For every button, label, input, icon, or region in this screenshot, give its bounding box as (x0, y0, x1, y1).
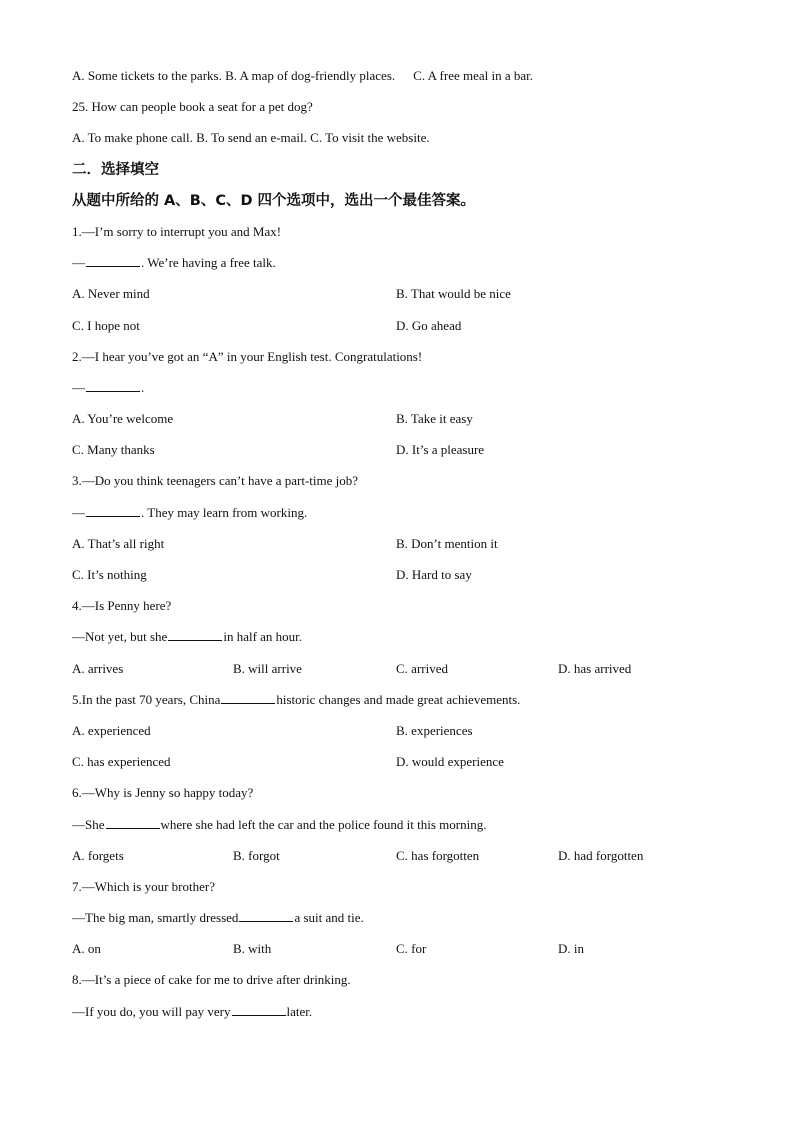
section-instruction: 从题中所给的 A、B、C、D 四个选项中，选出一个最佳答案。 (72, 192, 476, 209)
answer-blank (106, 817, 160, 829)
option-a: A. experienced (72, 722, 151, 738)
option-d: D. It’s a pleasure (396, 442, 485, 458)
option-c: C. has experienced (72, 754, 171, 770)
option-a: A. That’s all right (72, 535, 165, 551)
question-3-prompt: 3.—Do you think teenagers can’t have a part-time job? (72, 473, 359, 489)
question-2-options-row-2 (72, 440, 722, 471)
question-5-prompt: 5.In the past 70 years, China historic changes and made great achievements. (72, 691, 521, 707)
question-2-response: — . (72, 379, 145, 395)
question-8-prompt: 8.—It’s a piece of cake for me to drive after drinking. (72, 972, 351, 988)
option-c: C. I hope not (72, 317, 140, 333)
option-d: D. has arrived (558, 660, 632, 676)
question-6-prompt: 6.—Why is Jenny so happy today? (72, 785, 254, 801)
option-c: C. Many thanks (72, 442, 155, 458)
question-7-prompt: 7.—Which is your brother? (72, 878, 215, 894)
option-d: D. Hard to say (396, 567, 472, 582)
question-2-prompt: 2.—I hear you’ve got an “A” in your English test. Congratulations! (72, 348, 423, 364)
option: B. To send an e-mail. (196, 130, 307, 146)
option-c: C. for (396, 941, 427, 957)
option-c: C. It’s nothing (72, 567, 147, 582)
option-b: B. That would be nice (396, 286, 511, 302)
answer-blank (86, 505, 140, 517)
question-2-options-row-1 (72, 409, 722, 440)
option: B. A map of dog-friendly places. (225, 68, 396, 83)
option-b: B. experiences (396, 722, 473, 738)
question-4-response: —Not yet, but she in half an hour. (72, 629, 303, 645)
question-4-prompt: 4.—Is Penny here? (72, 598, 172, 614)
answer-blank (86, 255, 140, 267)
option-d: D. in (558, 941, 584, 957)
question-1-options-row-2 (72, 316, 722, 347)
question-7-response: —The big man, smartly dressed a suit and tie. (72, 910, 364, 926)
option-d: D. Go ahead (396, 317, 462, 333)
option-b: B. Don’t mention it (396, 535, 498, 551)
question-6-response: —She where she had left the car and the police found it this morning. (72, 816, 487, 832)
option-a: A. Never mind (72, 286, 150, 302)
answer-blank (232, 1004, 286, 1016)
question-1-response: — . We’re having a free talk. (72, 255, 276, 271)
exam-page (72, 66, 722, 1033)
q25-options (72, 128, 722, 159)
question-1-prompt: 1.—I’m sorry to interrupt you and Max! (72, 223, 282, 239)
option-d: D. had forgotten (558, 847, 644, 863)
question-7-options (72, 939, 722, 970)
option-a: A. on (72, 941, 101, 957)
answer-blank (239, 910, 293, 922)
question-6-options (72, 846, 722, 877)
option-b: B. will arrive (233, 660, 302, 676)
question-3-response: — . They may learn from working. (72, 504, 308, 520)
option-d: D. would experience (396, 754, 504, 770)
question-3-options-row-2 (72, 565, 722, 596)
option-b: B. with (233, 941, 272, 957)
option: C. To visit the website. (310, 130, 430, 146)
question-1-options-row-1 (72, 284, 722, 315)
question-4-options (72, 659, 722, 690)
option-b: B. Take it easy (396, 411, 473, 427)
option: C. A free meal in a bar. (413, 68, 534, 83)
question-8-response: —If you do, you will pay very later. (72, 1003, 313, 1019)
answer-blank (221, 692, 275, 704)
option-c: C. arrived (396, 660, 448, 676)
question-3-options-row-1 (72, 534, 722, 565)
option-a: A. You’re welcome (72, 411, 174, 427)
answer-blank (86, 380, 140, 392)
question-5-options-row-2 (72, 752, 722, 783)
answer-blank (168, 629, 222, 641)
option-a: A. forgets (72, 847, 124, 863)
q24-options (72, 66, 722, 97)
option-a: A. arrives (72, 660, 124, 676)
q25-question: 25. How can people book a seat for a pet dog? (72, 99, 313, 115)
option-b: B. forgot (233, 847, 280, 863)
question-5-options-row-1 (72, 721, 722, 752)
option: A. Some tickets to the parks. (72, 68, 222, 83)
option-c: C. has forgotten (396, 847, 480, 863)
section-title: 二．选择填空 (72, 161, 159, 178)
option: A. To make phone call. (72, 130, 193, 146)
